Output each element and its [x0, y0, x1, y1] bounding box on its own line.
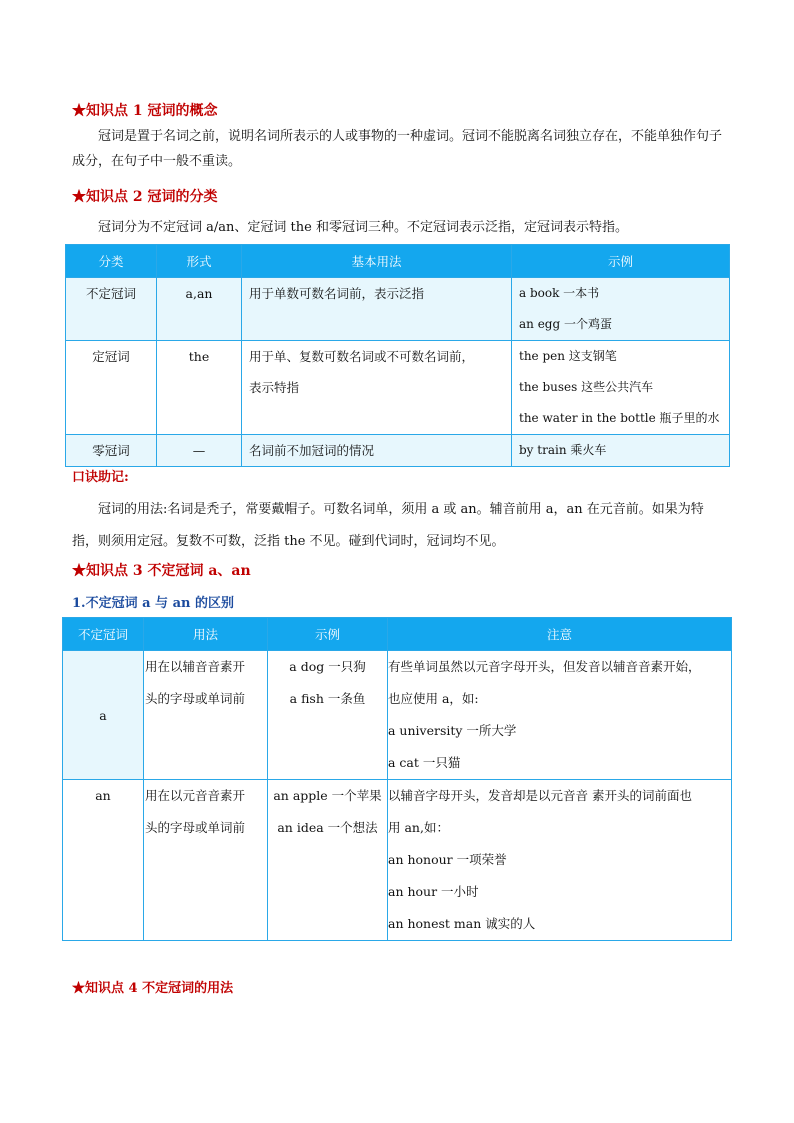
example-cell: the pen 这支钢笔 the buses 这些公共汽车 the water in the bottle 瓶子里的水: [512, 341, 730, 435]
table-header: 不定冠词: [63, 618, 144, 651]
note-cell: 以辅音字母开头，发音却是以元音音 素开头的词前面也 用 an,如： an honour 一项荣誉 an hour 一小时 an honest man 诚实的人: [388, 780, 732, 941]
example-cell: a dog 一只狗 a fish 一条鱼: [268, 651, 388, 780]
table-row: [63, 651, 732, 780]
form-cell: —: [157, 435, 242, 467]
kp1-text: 冠词是置于名词之前，说明名词所表示的人或事物的一种虚词。冠词不能脱离名词独立存在，不能单独作句子成分，在句子中一般不重读。: [72, 129, 723, 169]
kp1-heading: [72, 100, 218, 120]
table-header: 分类: [66, 245, 157, 278]
example-cell: a book 一本书 an egg 一个鸡蛋: [512, 278, 730, 341]
example-cell: an apple 一个苹果 an idea 一个想法: [268, 780, 388, 941]
usage-cell: 用于单数可数名词前，表示泛指: [242, 278, 512, 341]
article-cell: an: [63, 780, 144, 941]
table-header: 形式: [157, 245, 242, 278]
star-icon: ★: [72, 189, 86, 205]
table-row: [66, 278, 730, 341]
table-header: 基本用法: [242, 245, 512, 278]
star-icon: ★: [72, 981, 86, 996]
note-cell: 有些单词虽然以元音字母开头，但发音以辅音音素开始， 也应使用 a，如: a university 一所大学 a cat 一只猫: [388, 651, 732, 780]
type-cell: 定冠词: [66, 341, 157, 435]
table-header: 注意: [388, 618, 732, 651]
table-row: [66, 435, 730, 467]
table-header: 示例: [268, 618, 388, 651]
kp3-subtitle: 1.不定冠词 a 与 an 的区别: [72, 596, 234, 611]
type-cell: 不定冠词: [66, 278, 157, 341]
example-cell: by train 乘火车: [512, 435, 730, 467]
a-an-table: [62, 617, 732, 941]
mnemonic-title: 口诀助记:: [72, 470, 129, 485]
form-cell: a,an: [157, 278, 242, 341]
type-cell: 零冠词: [66, 435, 157, 467]
usage-cell: 用于单、复数可数名词或不可数名词前， 表示特指: [242, 341, 512, 435]
form-cell: the: [157, 341, 242, 435]
classification-table: [65, 244, 730, 467]
kp4-heading: [72, 977, 233, 996]
table-header-row: [66, 245, 730, 278]
kp4-title: 知识点 4 不定冠词的用法: [85, 981, 234, 996]
kp2-text: 冠词分为不定冠词 a/an、定冠词 the 和零冠词三种。不定冠词表示泛指，定冠词表示特指。: [98, 220, 628, 235]
star-icon: ★: [72, 563, 86, 579]
mnemonic-text: 冠词的用法:名词是秃子，常要戴帽子。可数名词单，须用 a 或 an。辅音前用 a，an 在元音前。如果为特指，则须用定冠。复数不可数，泛指 the 不见。碰到代词时，冠词均不见。: [72, 502, 704, 549]
table-row: [63, 780, 732, 941]
usage-cell: 用在以元音音素开 头的字母或单词前: [144, 780, 268, 941]
table-row: [66, 341, 730, 435]
usage-cell: 名词前不加冠词的情况: [242, 435, 512, 467]
table-header: 用法: [144, 618, 268, 651]
kp1-title: 知识点 1 冠词的概念: [86, 103, 218, 119]
table-header-row: [63, 618, 732, 651]
kp3-heading: [72, 560, 251, 580]
kp3-title: 知识点 3 不定冠词 a、an: [86, 563, 251, 579]
usage-cell: 用在以辅音音素开 头的字母或单词前: [144, 651, 268, 780]
kp2-heading: [72, 186, 218, 206]
table-header: 示例: [512, 245, 730, 278]
star-icon: ★: [72, 103, 86, 119]
kp2-title: 知识点 2 冠词的分类: [86, 189, 218, 205]
article-cell: a: [63, 651, 144, 780]
